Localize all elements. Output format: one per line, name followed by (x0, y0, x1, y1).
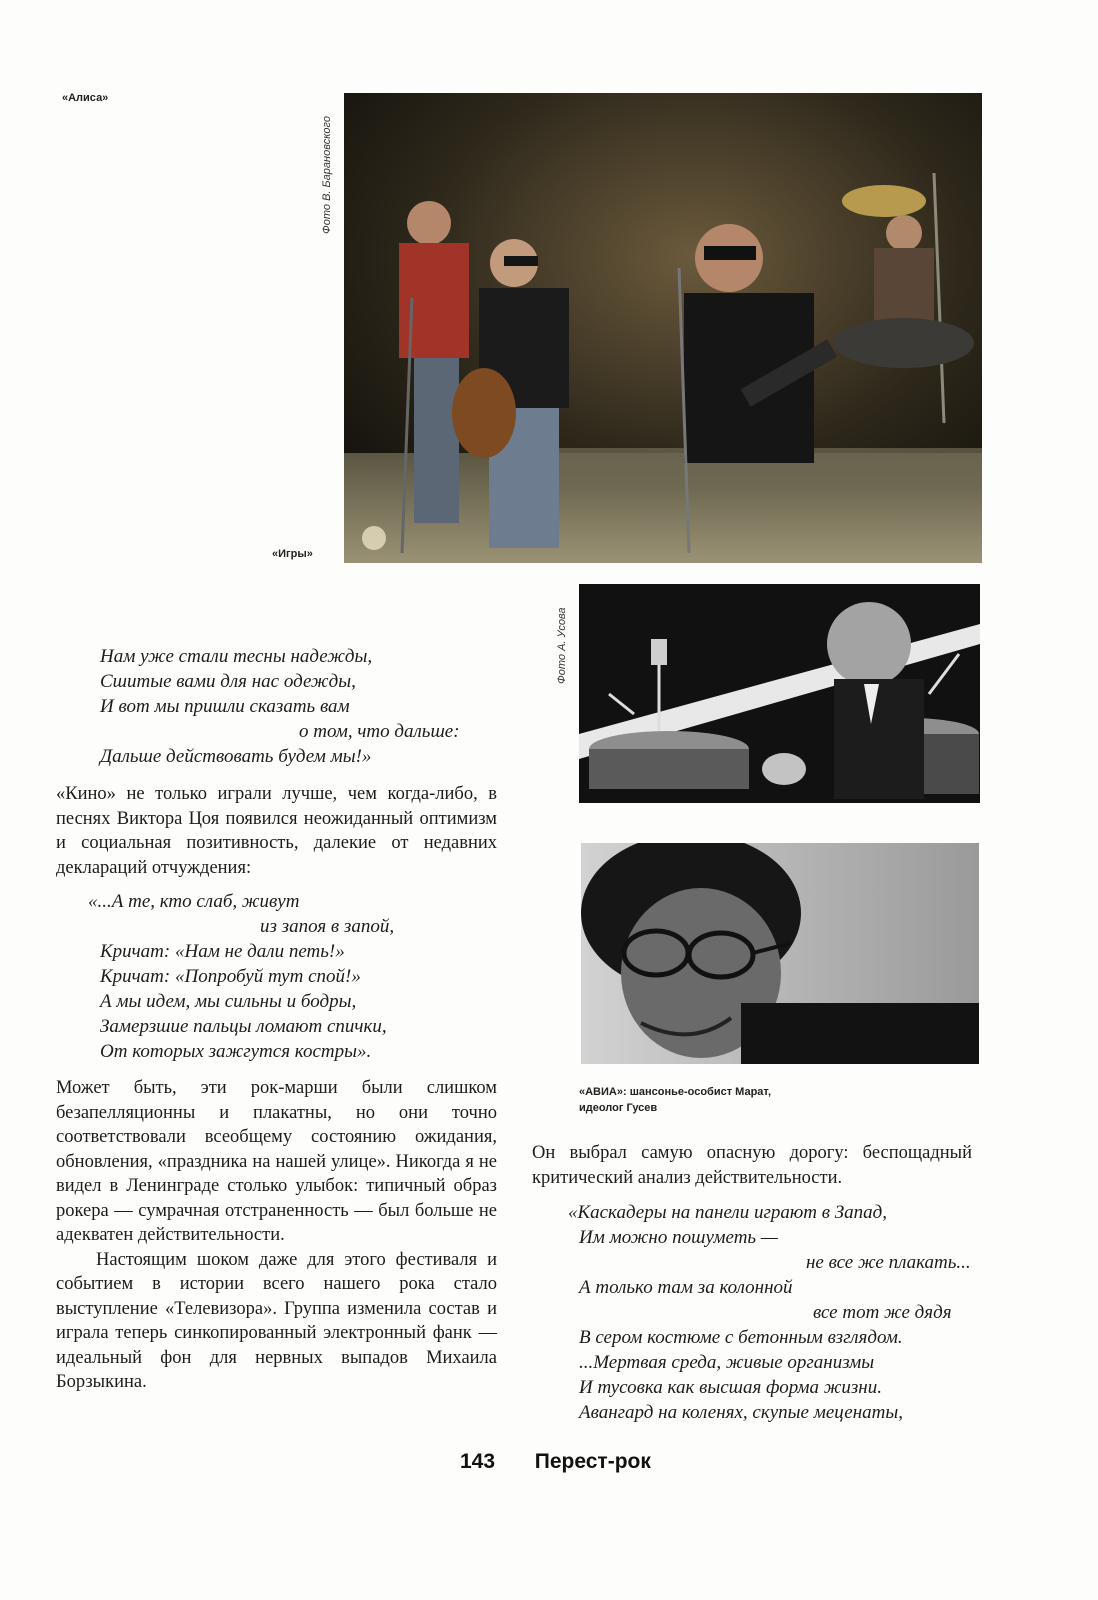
paragraph-2-text: Может быть, эти рок-марши были слишком безапелляционны и плакатны, но они точно соответствовали всеобщему состоянию ожидания, обновления, «праздника на нашей улице». Никогда я не видел в Ленинграде столько улыбок: типичный образ рокера — сумрачная отстраненность — был больше не адекватен действительности. (56, 1078, 497, 1245)
page-number: 143 (460, 1450, 496, 1473)
section-title: Перест-рок (534, 1450, 651, 1473)
page-footer (460, 1450, 651, 1474)
verse-1-line: Сшитые вами для нас одежды, (100, 671, 356, 692)
singer-photo (579, 584, 980, 803)
verse-3-line: не все же плакать... (806, 1252, 971, 1273)
verse-3-line: ...Мертвая среда, живые организмы (579, 1352, 875, 1373)
photo-credit-middle: Фото А. Усова (556, 607, 568, 684)
verse-3-line: «Каскадеры на панели играют в Запад, (568, 1202, 888, 1223)
caption-avia-line1: «АВИА»: шансонье-особист Марат, (579, 1086, 772, 1098)
paragraphs-2-3 (56, 1076, 497, 1395)
verse-3-line: все тот же дядя (813, 1302, 952, 1323)
verse-2-line: Замерзшие пальцы ломают спички, (100, 1016, 387, 1037)
paragraph-4 (532, 1141, 972, 1190)
verse-2-line: Кричат: «Попробуй тут спой!» (100, 966, 361, 987)
verse-3-line: А только там за колонной (579, 1277, 793, 1298)
caption-avia (579, 1084, 771, 1116)
verse-2-line: из запоя в запой, (260, 916, 395, 937)
paragraph-1-text: «Кино» не только играли лучше, чем когда-либо, в песнях Виктора Цоя появился неожиданный оптимизм и социальная позитивность, далекие от недавних деклараций отчуждения: (56, 784, 497, 878)
verse-1 (100, 644, 500, 769)
verse-3-line: И тусовка как высшая форма жизни. (579, 1377, 882, 1398)
paragraph-3-text: Настоящим шоком даже для этого фестиваля и событием в истории всего нашего рока стало выступление «Телевизора». Группа изменила состав и играла теперь синкопированный электронный фанк — идеальный фон для нервных выпадов Михаила Борзыкина. (56, 1249, 497, 1392)
verse-2-line: «...А те, кто слаб, живут (88, 891, 300, 912)
verse-3-line: В сером костюме с бетонным взглядом. (579, 1327, 903, 1348)
concert-photo (344, 93, 982, 563)
verse-3 (568, 1200, 988, 1425)
portrait-photo (581, 843, 979, 1064)
caption-igry: «Игры» (272, 548, 313, 560)
verse-2-line: А мы идем, мы сильны и бодры, (100, 991, 357, 1012)
portrait-photo-image (581, 843, 979, 1064)
verse-1-line: Нам уже стали тесны надежды, (100, 646, 373, 667)
verse-2 (88, 889, 498, 1064)
verse-1-line: И вот мы пришли сказать вам (100, 696, 350, 717)
verse-3-line: Им можно пошуметь — (579, 1227, 778, 1248)
verse-1-line: Дальше действовать будем мы!» (100, 746, 372, 767)
verse-3-line: Авангард на коленях, скупые меценаты, (579, 1402, 903, 1423)
caption-avia-line2: идеолог Гусев (579, 1102, 658, 1114)
photo-credit-top: Фото В. Барановского (321, 116, 333, 234)
verse-2-line: От которых зажгутся костры». (100, 1041, 372, 1062)
caption-alisa: «Алиса» (62, 92, 109, 104)
paragraph-4-text: Он выбрал самую опасную дорогу: беспощадный критический анализ действительности. (532, 1143, 972, 1188)
verse-1-line: о том, что дальше: (299, 721, 460, 742)
paragraph-1 (56, 782, 497, 880)
singer-photo-image (579, 584, 980, 803)
verse-2-line: Кричат: «Нам не дали петь!» (100, 941, 345, 962)
concert-photo-image (344, 93, 982, 563)
